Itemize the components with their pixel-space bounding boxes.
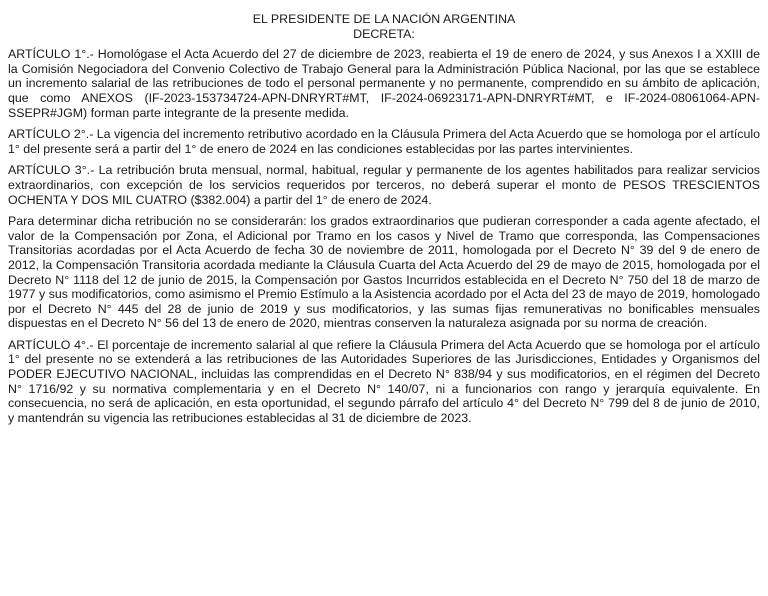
decree-heading: EL PRESIDENTE DE LA NACIÓN ARGENTINA: [252, 12, 516, 26]
article-2-paragraph: ARTÍCULO 2°.- La vigencia del incremento retributivo acordado en la Cláusula Primera del Acta Acuerdo que se homologa por el artículo 1° del presente será a partir del 1° de enero de 2024 en las condiciones establecidas por las partes intervinientes.: [8, 127, 760, 156]
decree-subheading: DECRETA:: [353, 26, 415, 41]
article-1-paragraph: ARTÍCULO 1°.- Homológase el Acta Acuerdo del 27 de diciembre de 2023, reabierta el 19 de enero de 2024, y sus Anexos I a XXIII de la Comisión Negociadora del Convenio Colectivo de Trabajo General para la Administración Pública Nacional, por las que se establece un incremento salarial de las retribuciones de todo el personal permanente y no permanente, comprendido en su ámbito de aplicación, que como ANEXOS (IF-2023-153734724-APN-DNRYRT#MT, IF-2024-06923171-APN-DNRYRT#MT, e IF-2024-08061064-APN-SSEPR#JGM) forman parte integrante de la presente medida.: [8, 47, 760, 120]
article-3-paragraph: ARTÍCULO 3°.- La retribución bruta mensual, normal, habitual, regular y permanente de los agentes habilitados para realizar servicios extraordinarios, con excepción de los servicios requeridos por terceros, no deberá superar el monto de PESOS TRESCIENTOS OCHENTA Y DOS MIL CUATRO ($382.004) a partir del 1° de enero de 2024.: [8, 163, 760, 207]
article-4-paragraph: ARTÍCULO 4°.- El porcentaje de incremento salarial al que refiere la Cláusula Primera del Acta Acuerdo que se homologa por el artículo 1° del presente no se extenderá a las retribuciones de las Autoridades Superiores de las Jurisdicciones, Entidades y Organismos del PODER EJECUTIVO NACIONAL, incluidas las comprendidas en el Decreto N° 838/94 y sus modificatorios, en el régimen del Decreto N° 1716/92 y su normativa complementaria y en el Decreto N° 140/07, ni a funcionarios con rango y jerarquía equivalente. En consecuencia, no será de aplicación, en esta oportunidad, el segundo párrafo del artículo 4° del Decreto N° 799 del 8 de junio de 2010, y mantendrán su vigencia las retribuciones establecidas al 31 de diciembre de 2023.: [8, 337, 760, 425]
article-3-detail-paragraph: Para determinar dicha retribución no se considerarán: los grados extraordinarios que pudieran corresponder a cada agente afectado, el valor de la Compensación por Zona, el Adicional por Tramo en los casos y Nivel de Tramo que corresponda, las Compensaciones Transitorias acordadas por el Acta Acuerdo de fecha 30 de noviembre de 2011, homologada por el Decreto N° 39 del 9 de enero de 2012, la Compensación Transitoria acordada mediante la Cláusula Cuarta del Acta Acuerdo del 29 de mayo de 2015, homologada por el Decreto N° 1118 del 12 de junio de 2015, la Compensación por Gastos Incurridos establecida en el Decreto N° 750 del 18 de marzo de 1977 y sus modificatorios, como asimismo el Premio Estímulo a la Asistencia acordado por el Acta del 23 de mayo de 2019, homologado por el Decreto N° 445 del 28 de junio de 2019 y sus modificatorios, y las sumas fijas remunerativas no bonificables mensuales dispuestas en el Decreto N° 56 del 13 de enero de 2020, mientras conserven la naturaleza asignada por su norma de creación.: [8, 214, 760, 331]
